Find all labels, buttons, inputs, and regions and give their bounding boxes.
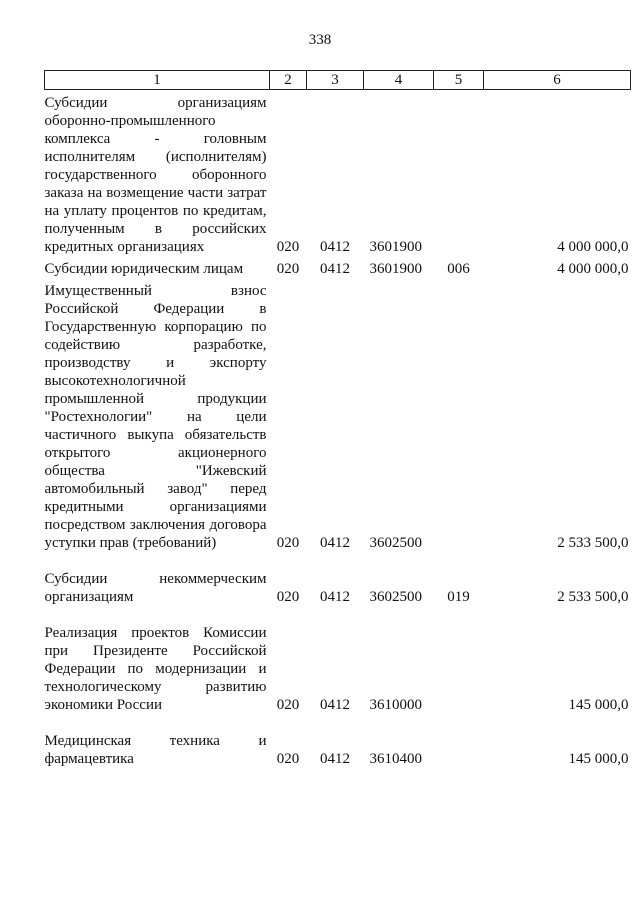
row-name: Реализация проектов Комиссии при Президенте Российской Федерации по модернизации и технологическому развитию экономики России: [44, 625, 267, 713]
row-ministry: 020: [276, 697, 300, 713]
header-col-4: 4: [364, 71, 434, 90]
row-amount: 2 533 500,0: [557, 589, 629, 605]
row-type: [434, 90, 484, 257]
table-row: [45, 714, 631, 768]
row-name: Имущественный взнос Российской Федерации в Государственную корпорацию по содействию разработке, производству и экспорту высокотехнологичной промышленной продукции "Ростехнологии" на цели частичного выкупа обязательств открытого акционерного общества "Ижевский автомобильный завод" перед кредитными организациями посредством заключения договора уступки прав (требований): [44, 283, 267, 551]
header-col-3: 3: [307, 71, 364, 90]
table-row: [45, 256, 631, 278]
row-name: Субсидии юридическим лицам: [44, 261, 244, 277]
row-type: [434, 714, 484, 768]
row-ministry: 020: [276, 589, 300, 605]
row-name: Субсидии некоммерческим организациям: [44, 571, 267, 605]
table-row: [45, 606, 631, 714]
row-target: 3601900: [369, 239, 422, 255]
row-section: 0412: [320, 535, 350, 551]
row-ministry: 020: [276, 261, 300, 277]
page-number: 338: [308, 32, 332, 48]
row-target: 3610400: [369, 751, 422, 767]
row-target: 3602500: [369, 535, 422, 551]
row-section: 0412: [320, 751, 350, 767]
header-col-6: 6: [484, 71, 631, 90]
row-amount: 2 533 500,0: [557, 535, 629, 551]
row-target: 3601900: [369, 261, 422, 277]
row-section: 0412: [320, 589, 350, 605]
row-amount: 4 000 000,0: [557, 239, 629, 255]
row-amount: 145 000,0: [568, 751, 629, 767]
row-amount: 4 000 000,0: [557, 261, 629, 277]
row-section: 0412: [320, 239, 350, 255]
budget-table: [44, 70, 631, 768]
table-row: [45, 278, 631, 552]
row-name: Медицинская техника и фармацевтика: [44, 733, 267, 767]
row-ministry: 020: [276, 535, 300, 551]
row-ministry: 020: [276, 751, 300, 767]
row-name: Субсидии организациям оборонно-промышленного комплекса - головным исполнителям (исполнителям) государственного оборонного заказа на возмещение части затрат на уплату процентов по кредитам, полученным в российских кредитных организациях: [44, 95, 267, 255]
row-type: [434, 606, 484, 714]
row-section: 0412: [320, 697, 350, 713]
header-col-5: 5: [434, 71, 484, 90]
row-amount: 145 000,0: [568, 697, 629, 713]
row-section: 0412: [320, 261, 350, 277]
row-type: [434, 278, 484, 552]
header-col-1: 1: [45, 71, 270, 90]
table-row: [45, 90, 631, 257]
row-target: 3610000: [369, 697, 422, 713]
row-type: 006: [447, 261, 470, 277]
row-target: 3602500: [369, 589, 422, 605]
header-col-2: 2: [270, 71, 307, 90]
row-type: 019: [447, 589, 470, 605]
table-header: [45, 71, 631, 90]
row-ministry: 020: [276, 239, 300, 255]
table-row: [45, 552, 631, 606]
